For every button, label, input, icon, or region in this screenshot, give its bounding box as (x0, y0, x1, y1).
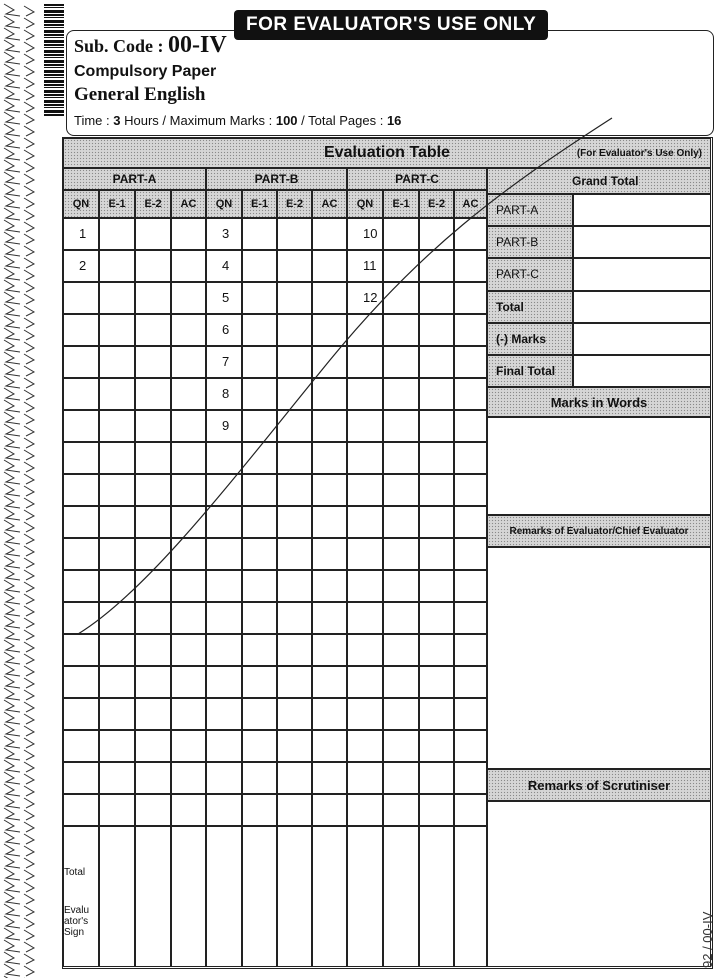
question-number: 2 (79, 258, 87, 273)
mark-cell (206, 794, 242, 826)
mark-cell[interactable] (242, 666, 277, 698)
mark-cell[interactable] (277, 506, 312, 538)
mark-cell[interactable] (99, 762, 135, 794)
mark-cell[interactable] (277, 634, 312, 666)
mark-cell[interactable] (312, 474, 347, 506)
mark-cell[interactable] (242, 570, 277, 602)
mark-cell[interactable] (419, 826, 454, 967)
mark-cell[interactable] (312, 218, 347, 250)
mark-cell (347, 378, 383, 410)
mark-cell[interactable] (171, 762, 206, 794)
mark-cell[interactable] (419, 570, 454, 602)
mark-cell (206, 474, 242, 506)
summary-row-value[interactable] (573, 355, 711, 387)
mark-cell[interactable] (242, 410, 277, 442)
mark-cell[interactable] (454, 474, 487, 506)
mark-cell (63, 346, 99, 378)
mark-cell[interactable] (383, 250, 419, 282)
summary-row-value[interactable] (573, 194, 711, 226)
mark-cell[interactable] (383, 634, 419, 666)
mark-cell[interactable] (454, 666, 487, 698)
summary-row-label: PART-A (487, 194, 573, 226)
mark-cell[interactable] (171, 410, 206, 442)
mark-cell[interactable] (242, 442, 277, 474)
column-header-e-1: E-1 (242, 190, 277, 218)
remarks-scrutiniser-header: Remarks of Scrutiniser (487, 769, 711, 801)
summary-row-value[interactable] (573, 258, 711, 290)
mark-cell[interactable] (99, 794, 135, 826)
mark-cell[interactable] (135, 794, 171, 826)
mark-cell[interactable] (242, 730, 277, 762)
mark-cell[interactable] (277, 730, 312, 762)
mark-cell[interactable] (277, 250, 312, 282)
mark-cell[interactable] (99, 826, 135, 967)
mark-cell (63, 602, 99, 634)
mark-cell[interactable] (135, 538, 171, 570)
max-marks-value: 100 (275, 113, 298, 128)
mark-cell[interactable] (277, 410, 312, 442)
mark-cell (206, 666, 242, 698)
mark-cell[interactable] (312, 794, 347, 826)
mark-cell[interactable] (383, 314, 419, 346)
mark-cell[interactable] (419, 474, 454, 506)
mark-cell[interactable] (242, 378, 277, 410)
column-header-e-2: E-2 (277, 190, 312, 218)
mark-cell[interactable] (99, 666, 135, 698)
mark-cell (63, 666, 99, 698)
evaluation-table-header (63, 138, 711, 168)
mark-cell[interactable] (454, 378, 487, 410)
mark-cell[interactable] (312, 698, 347, 730)
mark-cell[interactable] (242, 538, 277, 570)
time-unit: Hours (124, 113, 159, 128)
mark-cell (347, 410, 383, 442)
mark-cell (63, 826, 99, 967)
mark-cell[interactable] (171, 442, 206, 474)
mark-cell (206, 538, 242, 570)
mark-cell[interactable] (383, 474, 419, 506)
evaluation-table-title: Evaluation Table (324, 144, 450, 161)
mark-cell[interactable] (312, 666, 347, 698)
mark-cell[interactable] (242, 250, 277, 282)
column-header-e-2: E-2 (135, 190, 171, 218)
mark-cell[interactable] (312, 378, 347, 410)
mark-cell[interactable] (312, 442, 347, 474)
mark-cell (206, 730, 242, 762)
mark-cell[interactable] (383, 506, 419, 538)
mark-cell[interactable] (242, 634, 277, 666)
mark-cell[interactable] (419, 442, 454, 474)
mark-cell[interactable] (419, 634, 454, 666)
mark-cell[interactable] (312, 602, 347, 634)
column-header-qn: QN (63, 190, 99, 218)
mark-cell[interactable] (277, 826, 312, 967)
evaluator-use-note: (For Evaluator's Use Only) (576, 147, 702, 159)
mark-cell[interactable] (171, 250, 206, 282)
mark-cell[interactable] (454, 410, 487, 442)
mark-cell[interactable] (383, 346, 419, 378)
question-number: 5 (222, 290, 230, 305)
mark-cell[interactable] (135, 570, 171, 602)
mark-cell[interactable] (242, 826, 277, 967)
mark-cell (206, 506, 242, 538)
mark-cell[interactable] (277, 762, 312, 794)
mark-cell[interactable] (383, 762, 419, 794)
summary-row-label: PART-C (487, 258, 573, 290)
summary-row-label: Total (487, 291, 573, 323)
mark-cell[interactable] (419, 314, 454, 346)
time-label: Time : (74, 113, 110, 128)
mark-cell[interactable] (277, 346, 312, 378)
mark-cell[interactable] (383, 602, 419, 634)
mark-cell[interactable] (277, 442, 312, 474)
mark-cell (206, 570, 242, 602)
question-number: 1 (79, 226, 87, 241)
mark-cell[interactable] (135, 730, 171, 762)
mark-cell[interactable] (383, 410, 419, 442)
mark-cell (347, 666, 383, 698)
mark-cell[interactable] (383, 538, 419, 570)
mark-cell[interactable] (454, 506, 487, 538)
subject-code (74, 32, 227, 59)
question-number: 9 (222, 418, 230, 433)
mark-cell[interactable] (419, 698, 454, 730)
mark-cell[interactable] (99, 730, 135, 762)
mark-cell[interactable] (312, 538, 347, 570)
mark-cell[interactable] (99, 378, 135, 410)
mark-cell (347, 474, 383, 506)
security-margin-pattern (0, 0, 42, 978)
column-header-ac: AC (171, 190, 206, 218)
mark-cell[interactable] (135, 506, 171, 538)
mark-cell (347, 570, 383, 602)
mark-cell[interactable] (135, 666, 171, 698)
grand-total-header (487, 168, 711, 194)
mark-cell[interactable] (419, 538, 454, 570)
mark-cell[interactable] (171, 506, 206, 538)
question-number: 10 (363, 226, 378, 241)
summary-row-label: (-) Marks (487, 323, 573, 355)
mark-cell[interactable] (242, 218, 277, 250)
mark-cell[interactable] (454, 282, 487, 314)
question-number: 8 (222, 386, 230, 401)
mark-cell (347, 538, 383, 570)
mark-cell[interactable] (312, 634, 347, 666)
question-number: 4 (222, 258, 230, 273)
question-number: 6 (222, 322, 230, 337)
mark-cell[interactable] (277, 218, 312, 250)
mark-cell[interactable] (312, 762, 347, 794)
paper-type: Compulsory Paper (74, 63, 217, 80)
mark-cell[interactable] (383, 794, 419, 826)
mark-cell (347, 826, 383, 967)
mark-cell[interactable] (383, 218, 419, 250)
mark-cell[interactable] (242, 474, 277, 506)
summary-row-value[interactable] (573, 291, 711, 323)
mark-cell[interactable] (419, 250, 454, 282)
question-number: 7 (222, 354, 230, 369)
mark-cell[interactable] (419, 602, 454, 634)
mark-cell[interactable] (312, 346, 347, 378)
footer-code (692, 880, 720, 970)
mark-cell[interactable] (454, 218, 487, 250)
mark-cell[interactable] (277, 570, 312, 602)
remarks-scrutiniser-box[interactable] (487, 801, 711, 967)
mark-cell (206, 698, 242, 730)
mark-cell (206, 442, 242, 474)
mark-cell[interactable] (171, 570, 206, 602)
question-number: 11 (363, 258, 377, 273)
mark-cell[interactable] (277, 794, 312, 826)
marks-in-words-header: Marks in Words (487, 387, 711, 417)
mark-cell[interactable] (135, 474, 171, 506)
mark-cell[interactable] (454, 602, 487, 634)
mark-cell (206, 634, 242, 666)
mark-cell (63, 474, 99, 506)
mark-cell[interactable] (383, 282, 419, 314)
mark-cell[interactable] (242, 794, 277, 826)
column-header-e-1: E-1 (383, 190, 419, 218)
mark-cell[interactable] (99, 634, 135, 666)
summary-row-label: Final Total (487, 355, 573, 387)
mark-cell[interactable] (312, 282, 347, 314)
mark-cell (63, 506, 99, 538)
mark-cell[interactable] (135, 282, 171, 314)
mark-cell[interactable] (171, 794, 206, 826)
mark-cell[interactable] (383, 570, 419, 602)
mark-cell[interactable] (383, 666, 419, 698)
mark-cell[interactable] (312, 250, 347, 282)
mark-cell[interactable] (419, 730, 454, 762)
mark-cell[interactable] (277, 698, 312, 730)
mark-cell[interactable] (99, 506, 135, 538)
mark-cell[interactable] (171, 826, 206, 967)
mark-cell[interactable] (454, 570, 487, 602)
mark-cell[interactable] (135, 698, 171, 730)
column-header-qn: QN (206, 190, 242, 218)
mark-cell (347, 346, 383, 378)
mark-cell (63, 538, 99, 570)
mark-cell[interactable] (312, 730, 347, 762)
mark-cell[interactable] (419, 666, 454, 698)
mark-cell (347, 314, 383, 346)
mark-cell[interactable] (171, 378, 206, 410)
mark-cell[interactable] (454, 538, 487, 570)
mark-cell (63, 794, 99, 826)
marks-in-words-box[interactable] (487, 417, 711, 515)
mark-cell[interactable] (135, 826, 171, 967)
column-header-ac: AC (312, 190, 347, 218)
mark-cell (347, 698, 383, 730)
mark-cell[interactable] (277, 474, 312, 506)
grand-total-label: Grand Total (572, 174, 639, 188)
mark-cell[interactable] (454, 794, 487, 826)
remarks-evaluator-header: Remarks of Evaluator/Chief Evaluator (487, 515, 711, 547)
mark-cell[interactable] (99, 250, 135, 282)
mark-cell (63, 378, 99, 410)
mark-cell[interactable] (312, 570, 347, 602)
mark-cell (63, 730, 99, 762)
mark-cell[interactable] (277, 314, 312, 346)
mark-cell[interactable] (242, 762, 277, 794)
mark-cell[interactable] (99, 474, 135, 506)
mark-cell (63, 314, 99, 346)
mark-cell[interactable] (242, 698, 277, 730)
mark-cell (63, 282, 99, 314)
mark-cell[interactable] (171, 314, 206, 346)
mark-cell[interactable] (454, 730, 487, 762)
subject-title: General English (74, 84, 206, 105)
mark-cell[interactable] (242, 314, 277, 346)
mark-cell (347, 506, 383, 538)
mark-cell[interactable] (419, 794, 454, 826)
mark-cell[interactable] (383, 730, 419, 762)
mark-cell (347, 762, 383, 794)
mark-cell[interactable] (312, 826, 347, 967)
mark-cell[interactable] (171, 538, 206, 570)
mark-cell[interactable] (171, 634, 206, 666)
mark-cell[interactable] (171, 346, 206, 378)
mark-cell[interactable] (454, 346, 487, 378)
mark-cell[interactable] (242, 506, 277, 538)
mark-cell[interactable] (99, 282, 135, 314)
evaluator-banner: FOR EVALUATOR'S USE ONLY (234, 10, 548, 40)
column-header-ac: AC (454, 190, 487, 218)
mark-cell[interactable] (171, 218, 206, 250)
mark-cell[interactable] (454, 314, 487, 346)
mark-cell[interactable] (242, 602, 277, 634)
footer-code-text: 92 / 00-IV (700, 911, 715, 968)
mark-cell[interactable] (277, 282, 312, 314)
total-row-label: Total (64, 867, 86, 878)
mark-cell[interactable] (99, 442, 135, 474)
mark-cell[interactable] (312, 410, 347, 442)
mark-cell[interactable] (171, 666, 206, 698)
mark-cell[interactable] (277, 538, 312, 570)
mark-cell[interactable] (135, 602, 171, 634)
summary-row-value[interactable] (573, 323, 711, 355)
mark-cell (63, 570, 99, 602)
total-pages-label: Total Pages : (308, 113, 384, 128)
mark-cell[interactable] (99, 698, 135, 730)
mark-cell (347, 442, 383, 474)
mark-cell[interactable] (99, 410, 135, 442)
mark-cell[interactable] (99, 218, 135, 250)
question-number: 3 (222, 226, 230, 241)
mark-cell[interactable] (277, 666, 312, 698)
mark-cell[interactable] (135, 378, 171, 410)
evaluator-sign-label: Evalu ator's Sign (64, 905, 90, 938)
mark-cell[interactable] (383, 698, 419, 730)
mark-cell (63, 698, 99, 730)
mark-cell[interactable] (454, 826, 487, 967)
column-header-e-1: E-1 (99, 190, 135, 218)
sub-code-label: Sub. Code : (74, 36, 164, 56)
mark-cell[interactable] (135, 314, 171, 346)
mark-cell[interactable] (99, 570, 135, 602)
mark-cell (63, 762, 99, 794)
mark-cell[interactable] (171, 474, 206, 506)
time-value: 3 (113, 113, 121, 128)
part-a-header: PART-A (63, 168, 206, 190)
mark-cell[interactable] (383, 378, 419, 410)
mark-cell[interactable] (99, 346, 135, 378)
mark-cell (206, 826, 242, 967)
mark-cell[interactable] (419, 378, 454, 410)
mark-cell[interactable] (454, 698, 487, 730)
mark-cell[interactable] (135, 634, 171, 666)
mark-cell[interactable] (135, 218, 171, 250)
mark-cell[interactable] (242, 346, 277, 378)
mark-cell[interactable] (277, 602, 312, 634)
column-header-e-2: E-2 (419, 190, 454, 218)
mark-cell[interactable] (171, 602, 206, 634)
mark-cell[interactable] (312, 314, 347, 346)
mark-cell[interactable] (419, 410, 454, 442)
mark-cell[interactable] (419, 282, 454, 314)
mark-cell[interactable] (99, 602, 135, 634)
part-c-header: PART-C (347, 168, 487, 190)
mark-cell[interactable] (454, 442, 487, 474)
summary-row-value[interactable] (573, 226, 711, 258)
mark-cell (63, 634, 99, 666)
mark-cell (347, 730, 383, 762)
mark-cell[interactable] (277, 378, 312, 410)
mark-cell[interactable] (99, 538, 135, 570)
mark-cell (347, 602, 383, 634)
mark-cell[interactable] (454, 762, 487, 794)
max-marks-label: Maximum Marks : (169, 113, 273, 128)
mark-cell (347, 794, 383, 826)
mark-cell[interactable] (242, 282, 277, 314)
mark-cell[interactable] (454, 250, 487, 282)
mark-cell[interactable] (171, 698, 206, 730)
mark-cell[interactable] (135, 250, 171, 282)
mark-cell[interactable] (312, 506, 347, 538)
mark-cell[interactable] (171, 282, 206, 314)
question-number: 12 (363, 290, 378, 305)
mark-cell[interactable] (419, 346, 454, 378)
mark-cell[interactable] (135, 762, 171, 794)
mark-cell[interactable] (135, 410, 171, 442)
mark-cell (63, 410, 99, 442)
mark-cell[interactable] (99, 314, 135, 346)
mark-cell[interactable] (383, 442, 419, 474)
mark-cell (206, 602, 242, 634)
summary-row-label: PART-B (487, 226, 573, 258)
remarks-evaluator-box[interactable] (487, 547, 711, 769)
mark-cell (206, 762, 242, 794)
total-pages-value: 16 (386, 113, 402, 128)
mark-cell[interactable] (419, 218, 454, 250)
part-b-header: PART-B (206, 168, 347, 190)
mark-cell[interactable] (135, 346, 171, 378)
barcode-image (44, 4, 64, 116)
exam-info-line: Time : 3 Hours / Maximum Marks : 100 / Total Pages : 16 (74, 113, 402, 128)
mark-cell[interactable] (171, 730, 206, 762)
mark-cell[interactable] (135, 442, 171, 474)
mark-cell[interactable] (454, 634, 487, 666)
mark-cell (347, 634, 383, 666)
mark-cell[interactable] (383, 826, 419, 967)
mark-cell[interactable] (419, 506, 454, 538)
mark-cell (63, 442, 99, 474)
mark-cell[interactable] (419, 762, 454, 794)
column-header-qn: QN (347, 190, 383, 218)
sub-code-value: 00-IV (168, 32, 227, 58)
